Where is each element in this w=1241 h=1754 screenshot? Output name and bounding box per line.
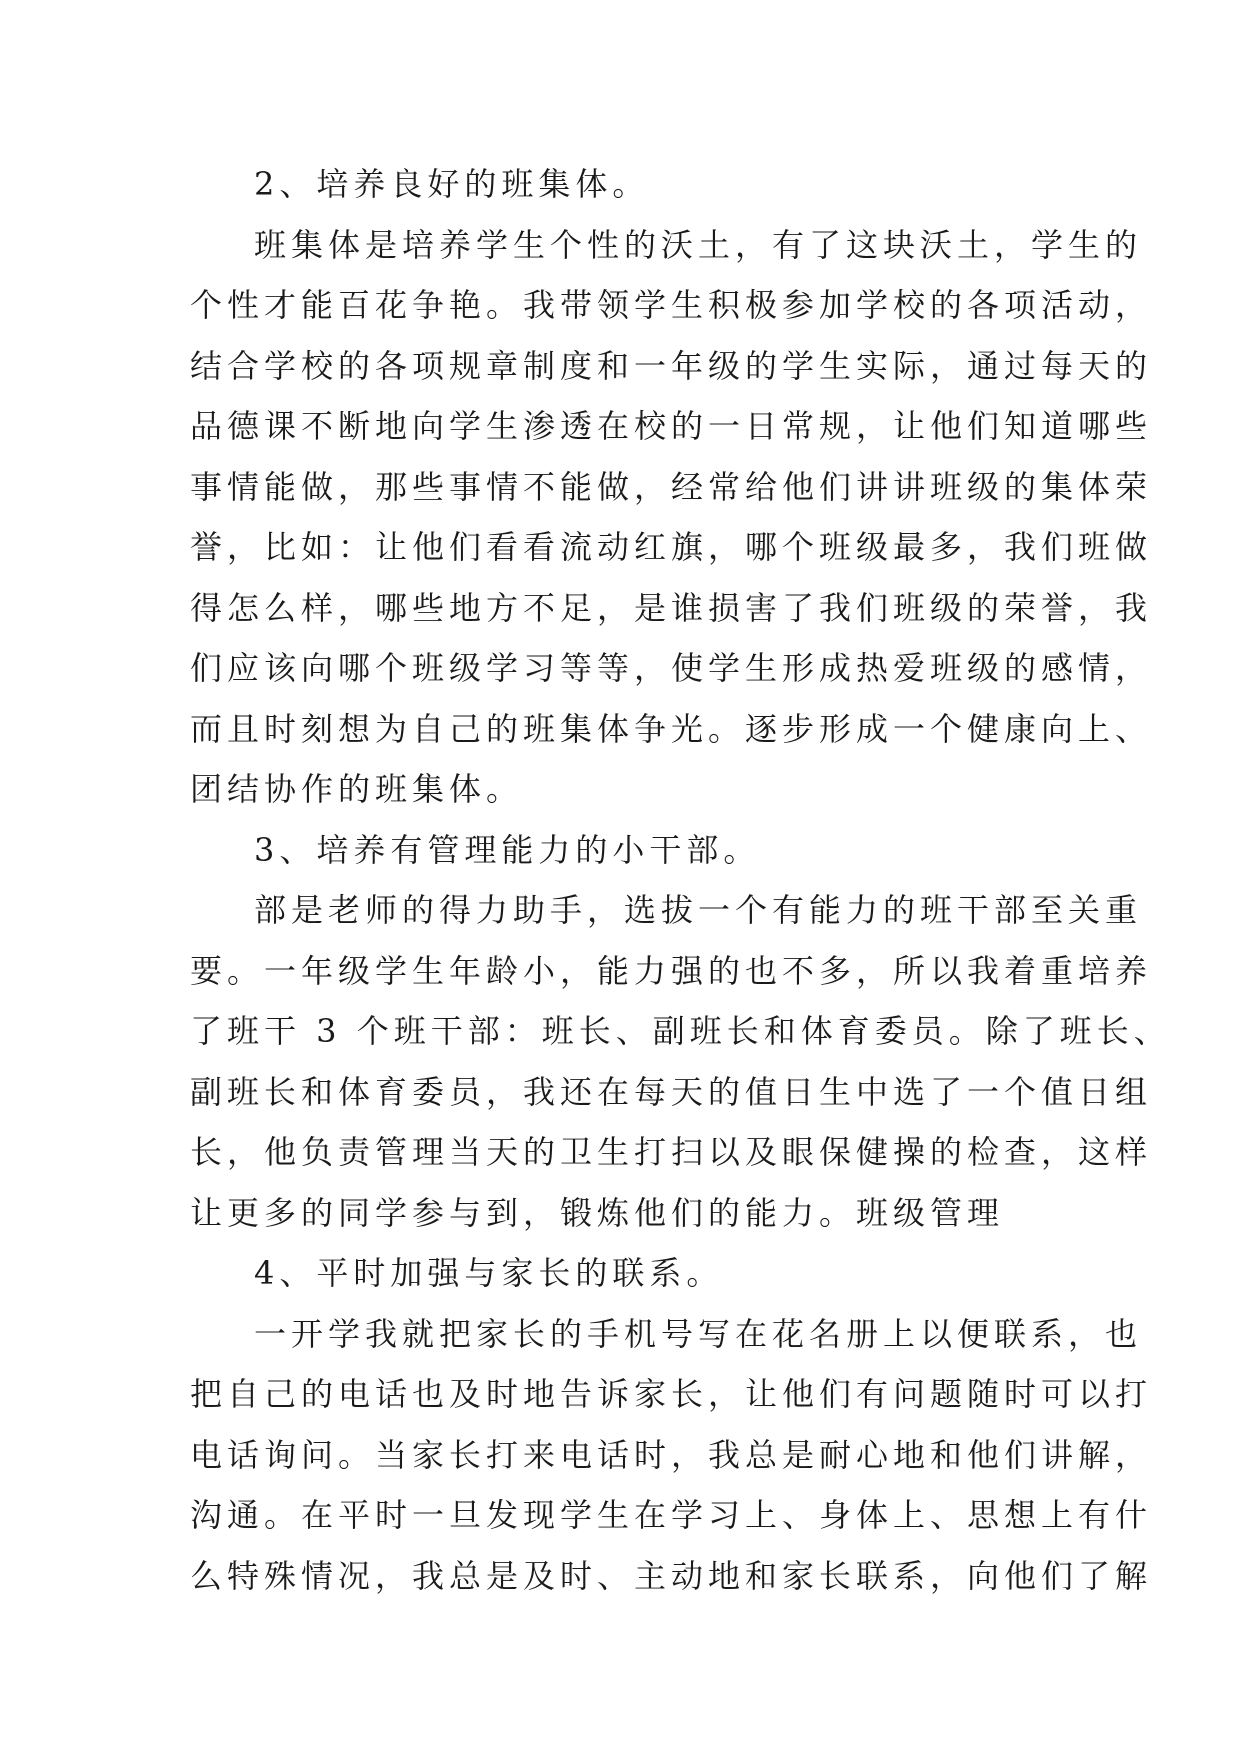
paragraph-line: 们应该向哪个班级学习等等，使学生形成热爱班级的感情， [190, 649, 1153, 687]
paragraph-line: 得怎么样，哪些地方不足，是谁损害了我们班级的荣誉，我 [190, 589, 1153, 627]
paragraph-line: 副班长和体育委员，我还在每天的值日生中选了一个值日组 [190, 1073, 1153, 1111]
paragraph-line: 电话询问。当家长打来电话时，我总是耐心地和他们讲解， [190, 1436, 1153, 1474]
paragraph-line: 而且时刻想为自己的班集体争光。逐步形成一个健康向上、 [190, 710, 1153, 748]
paragraph-line: 要。一年级学生年龄小，能力强的也不多，所以我着重培养 [190, 952, 1153, 990]
paragraph-line: 事情能做，那些事情不能做，经常给他们讲讲班级的集体荣 [190, 468, 1153, 506]
paragraph-line: 个性才能百花争艳。我带领学生积极参加学校的各项活动， [190, 286, 1153, 324]
section-heading-4: 4、平时加强与家长的联系。 [254, 1254, 724, 1292]
paragraph-line: 了班干 3 个班干部：班长、副班长和体育委员。除了班长、 [190, 1012, 1171, 1050]
paragraph-line: 把自己的电话也及时地告诉家长，让他们有问题随时可以打 [190, 1375, 1153, 1413]
section-heading-3: 3、培养有管理能力的小干部。 [254, 831, 761, 869]
paragraph-line: 品德课不断地向学生渗透在校的一日常规，让他们知道哪些 [190, 407, 1153, 445]
paragraph-line: 结合学校的各项规章制度和一年级的学生实际，通过每天的 [190, 347, 1153, 385]
paragraph-line: 誉，比如：让他们看看流动红旗，哪个班级最多，我们班做 [190, 528, 1153, 566]
paragraph-line: 让更多的同学参与到，锻炼他们的能力。班级管理 [190, 1194, 1005, 1232]
paragraph-line: 长，他负责管理当天的卫生打扫以及眼保健操的检查，这样 [190, 1133, 1153, 1171]
paragraph-line: 部是老师的得力助手，选拔一个有能力的班干部至关重 [254, 891, 1143, 929]
paragraph-line: 一开学我就把家长的手机号写在花名册上以便联系，也 [254, 1315, 1143, 1353]
paragraph-line: 沟通。在平时一旦发现学生在学习上、身体上、思想上有什 [190, 1496, 1153, 1534]
paragraph-line: 团结协作的班集体。 [190, 770, 524, 808]
section-heading-2: 2、培养良好的班集体。 [254, 165, 650, 203]
paragraph-line: 班集体是培养学生个性的沃土，有了这块沃土，学生的 [254, 226, 1143, 264]
paragraph-line: 么特殊情况，我总是及时、主动地和家长联系，向他们了解 [190, 1557, 1153, 1595]
